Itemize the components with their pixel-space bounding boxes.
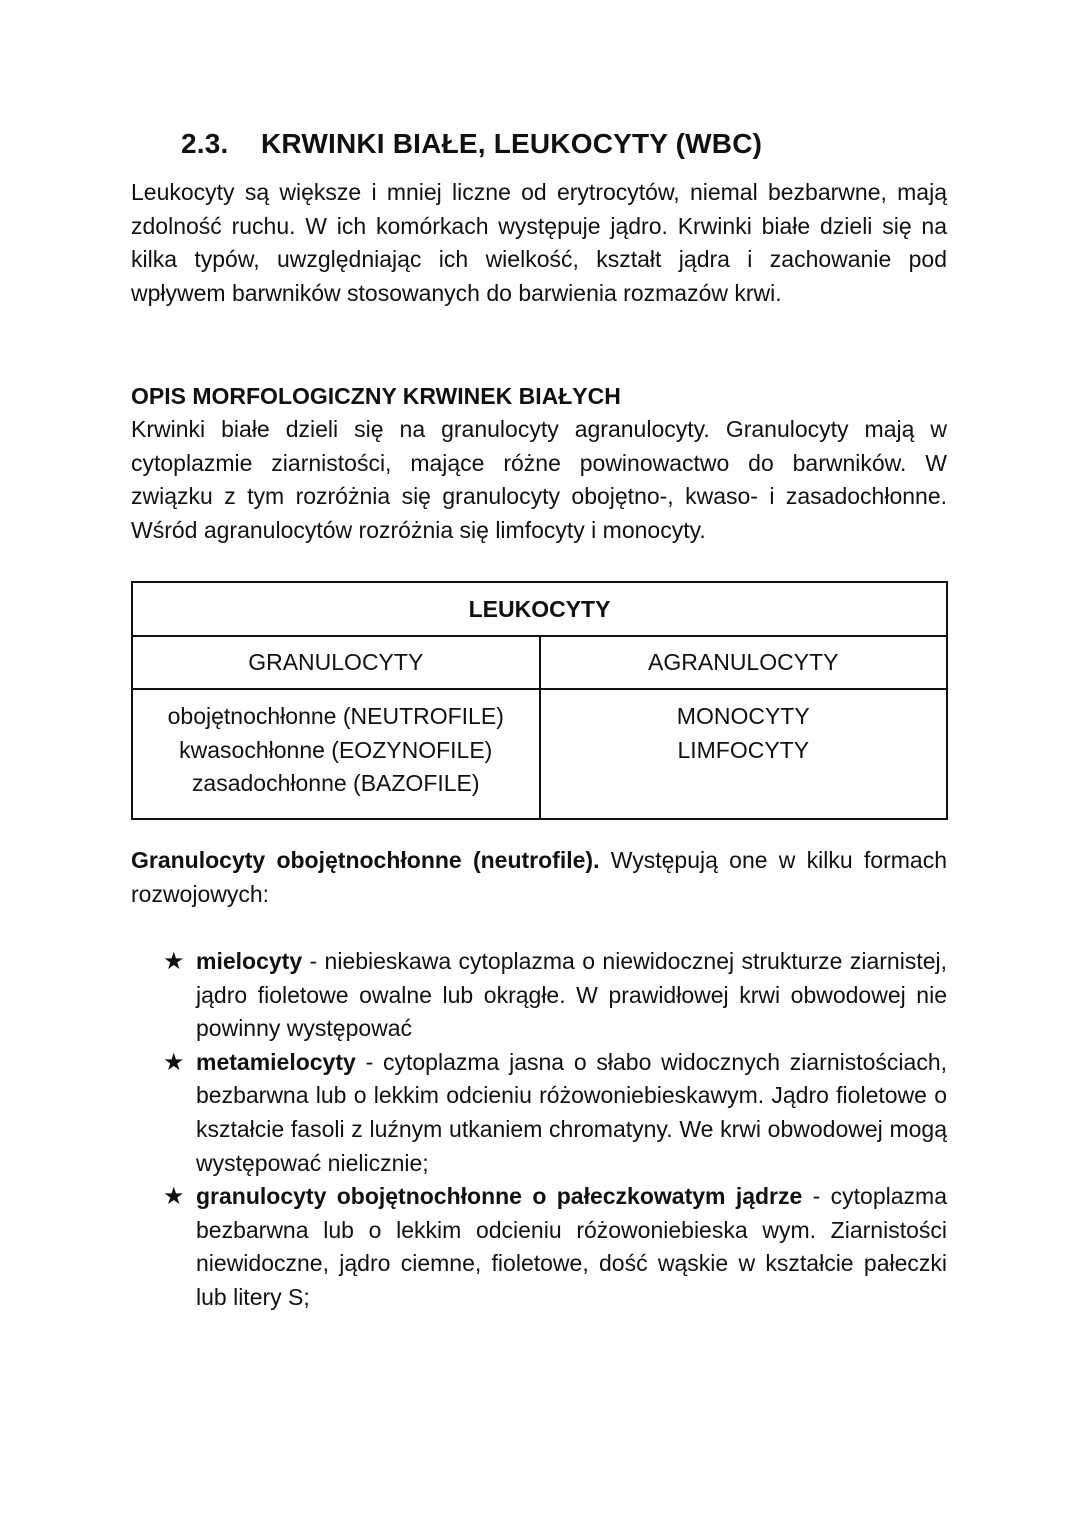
granulocyte-type: zasadochłonne (BAZOFILE): [191, 770, 480, 797]
leukocyte-classification-table: [131, 581, 948, 820]
star-bullet-icon: ★: [163, 947, 185, 975]
development-forms-list: [163, 945, 947, 1315]
agranulocyte-type: LIMFOCYTY: [677, 736, 810, 763]
column-header-agranulocytes: AGRANULOCYTY: [540, 636, 948, 689]
list-item-term: mielocyty: [196, 948, 303, 974]
star-bullet-icon: ★: [163, 1047, 185, 1076]
section-number: 2.3.: [181, 128, 229, 159]
granulocyte-type: obojętnochłonne (NEUTROFILE): [167, 703, 504, 729]
neutrophils-lead-bold: Granulocyty obojętnochłonne (neutrofile).: [131, 847, 600, 873]
agranulocyte-type: MONOCYTY: [676, 703, 810, 729]
morphology-heading: OPIS MORFOLOGICZNY KRWINEK BIAŁYCH: [131, 383, 621, 409]
star-bullet-icon: ★: [163, 1182, 185, 1211]
granulocyte-type: kwasochłonne (EOZYNOFILE): [179, 736, 493, 763]
list-item-term: granulocyty obojętnochłonne o pałeczkowatym jądrze: [196, 1183, 803, 1210]
intro-paragraph: Leukocyty są większe i mniej liczne od erytrocytów, niemal bezbarwne, mają zdolność ruchu. W ich komórkach występuje jądro. Krwinki białe dzieli się na kilka typów, uwzględniając ich wielkość, kształt jądra i zachowanie pod wpływem barwników stosowanych do barwienia rozmazów krwi.: [131, 179, 947, 306]
column-header-granulocytes: GRANULOCYTY: [132, 636, 540, 689]
list-item: [163, 945, 947, 1046]
granulocytes-cell: [132, 689, 540, 819]
section-title: KRWINKI BIAŁE, LEUKOCYTY (WBC): [261, 128, 763, 159]
agranulocytes-cell: [540, 689, 948, 819]
table-title: LEUKOCYTY: [132, 582, 947, 636]
list-item-term: metamielocyty: [196, 1048, 356, 1075]
list-item: [163, 1046, 947, 1180]
list-item-description: - cytoplazma bezbarwna lub o lekkim odcieniu różowoniebieska wym. Ziarnistości niewidoczne, jądro ciemne, fioletowe, dość wąskie w kształcie pałeczki lub litery S;: [196, 1183, 947, 1310]
list-item: [163, 1180, 947, 1314]
neutrophils-paragraph: [131, 844, 947, 911]
list-item-description: - niebieskawa cytoplazma o niewidocznej strukturze ziarnistej, jądro fioletowe owalne lub okrągłe. W prawidłowej krwi obwodowej nie powinny występować: [196, 948, 947, 1042]
list-item-description: - cytoplazma jasna o słabo widocznych ziarnistościach, bezbarwna lub o lekkim odcieniu różowoniebieskawym. Jądro fioletowe o kształcie fasoli z luźnym utkaniem chromatyny. We krwi obwodowej mogą występować nielicznie;: [196, 1048, 947, 1176]
section-heading: [181, 128, 762, 160]
neutrophils-lead-text: Występują one w kilku formach rozwojowych:: [131, 847, 948, 907]
morphology-paragraph: Krwinki białe dzieli się na granulocyty agranulocyty. Granulocyty mają w cytoplazmie ziarnistości, mające różne powinowactwo do barwników. W związku z tym rozróżnia się granulocyty obojętno-, kwaso- i zasadochłonne. Wśród agranulocytów rozróżnia się limfocyty i monocyty.: [131, 416, 947, 543]
